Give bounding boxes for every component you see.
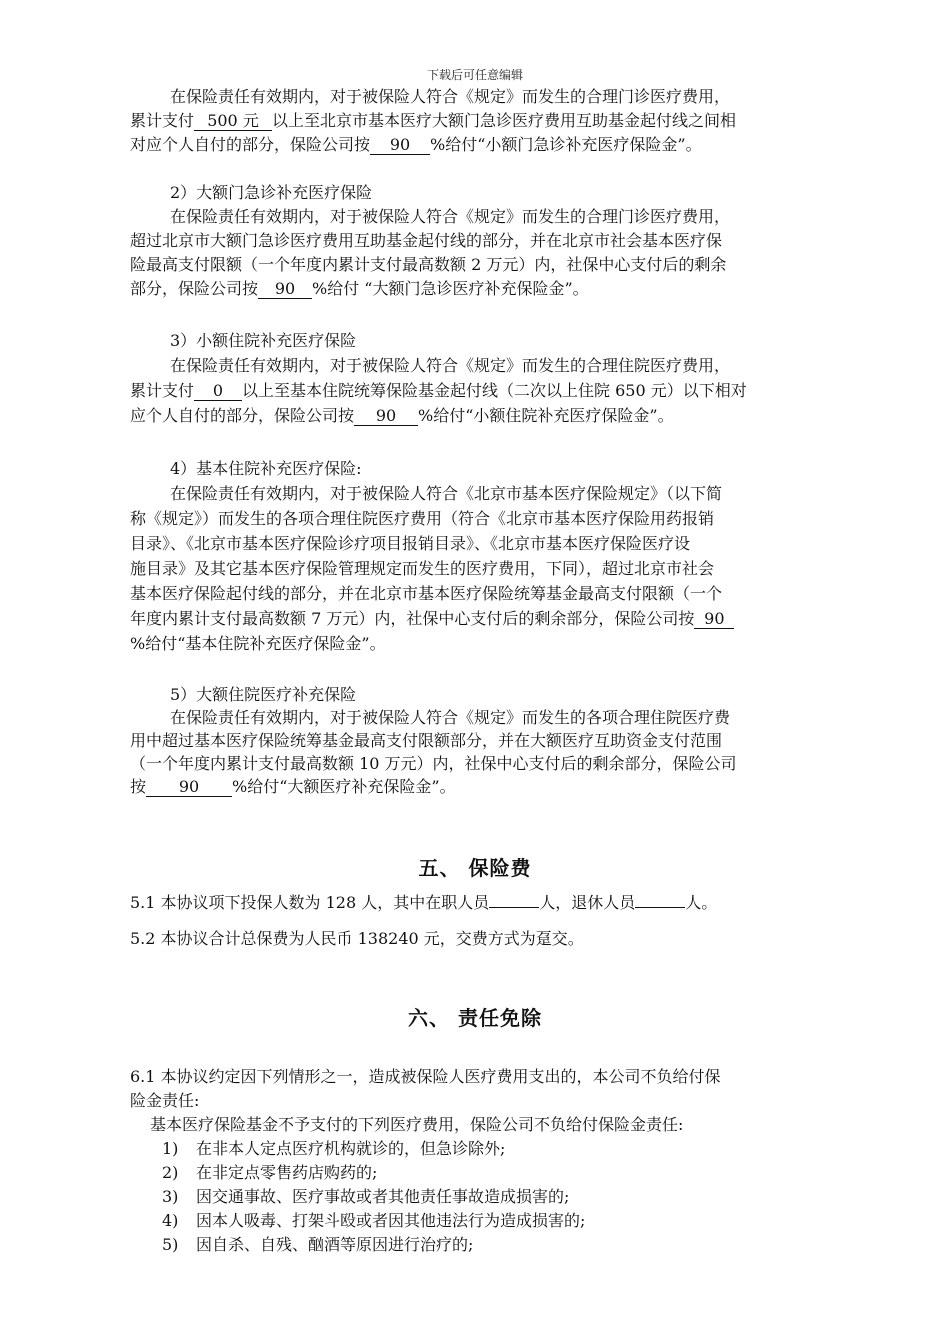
sec4-line-7: %给付“基本住院补充医疗保险金”。 (130, 634, 386, 653)
text: 人。 (685, 893, 718, 912)
sec4-line-5: 基本医疗保险起付线的部分，并在北京市基本医疗保险统筹基金最高支付限额（一个 (130, 584, 723, 603)
sec5-title: 5）大额住院医疗补充保险 (170, 685, 357, 704)
percent-blank: 90 (694, 610, 734, 629)
text: 部分，保险公司按 (130, 279, 259, 298)
sec5-line-1: 在保险责任有效期内，对于被保险人符合《规定》而发生的各项合理住院医疗费 (170, 708, 731, 727)
list-item-text: 在非本人定点医疗机构就诊的，但急诊除外; (196, 1139, 506, 1158)
exclusion-section-title: 六、 责任免除 (408, 1006, 542, 1030)
sec5-line-2: 用中超过基本医疗保险统筹基金最高支付限额部分，并在大额医疗互助资金支付范围 (130, 731, 723, 750)
list-item-number: 2) (162, 1163, 179, 1182)
text: %给付 “大额门急诊医疗补充保险金”。 (312, 279, 589, 298)
sec3-line-1: 在保险责任有效期内，对于被保险人符合《规定》而发生的合理住院医疗费用， (170, 356, 731, 375)
sec4-line-2: 称《规定》）而发生的各项合理住院医疗费用（符合《北京市基本医疗保险用药报销 (130, 509, 715, 528)
premium-line-1 (130, 892, 717, 914)
list-item-number: 5) (162, 1235, 179, 1254)
list-item-number: 3) (162, 1187, 179, 1206)
sec2-title: 2）大额门急诊补充医疗保险 (170, 183, 373, 202)
sec4-line-1: 在保险责任有效期内，对于被保险人符合《北京市基本医疗保险规定》（以下简 (170, 484, 723, 503)
premium-section-title: 五、 保险费 (418, 856, 532, 880)
sec2-line-3: 险最高支付限额（一个年度内累计支付最高数额 2 万元）内，社保中心支付后的剩余 (130, 255, 727, 274)
list-item-text: 在非定点零售药店购药的; (196, 1163, 378, 1182)
sec2-line-2: 超过北京市大额门急诊医疗费用互助基金起付线的部分，并在北京市社会基本医疗保 (130, 231, 723, 250)
exclusion-intro: 基本医疗保险基金不予支付的下列医疗费用，保险公司不负给付保险金责任: (150, 1115, 684, 1134)
list-item-text: 因自杀、自残、酗酒等原因进行治疗的; (196, 1235, 474, 1254)
text: 以上至北京市基本医疗大额门急诊医疗费用互助基金起付线之间相 (272, 111, 737, 130)
text: %给付“小额住院补充医疗保险金”。 (418, 406, 674, 425)
percent-blank: 90 (370, 136, 430, 155)
percent-blank: 90 (354, 407, 418, 426)
list-item-text: 因本人吸毒、打架斗殴或者因其他违法行为造成损害的; (196, 1211, 586, 1230)
exclusion-line-1: 6.1 本协议约定因下列情形之一，造成被保险人医疗费用支出的，本公司不负给付保 (130, 1067, 721, 1086)
sec1-line-1: 在保险责任有效期内，对于被保险人符合《规定》而发生的合理门诊医疗费用， (170, 87, 731, 106)
premium-line-2: 5.2 本协议合计总保费为人民币 138240 元，交费方式为趸交。 (130, 929, 584, 948)
text: 按 (130, 777, 147, 796)
percent-blank: 90 (146, 778, 232, 797)
list-item (162, 1210, 585, 1232)
sec3-title: 3）小额住院补充医疗保险 (170, 331, 357, 350)
sec4-line-3: 目录》、《北京市基本医疗保险诊疗项目报销目录》、《北京市基本医疗保险医疗设 (130, 534, 691, 553)
sec4-line-6 (130, 608, 734, 630)
sec2-line-1: 在保险责任有效期内，对于被保险人符合《规定》而发生的合理门诊医疗费用， (170, 207, 731, 226)
sec2-line-4 (130, 278, 589, 300)
list-item-number: 1) (162, 1139, 179, 1158)
exclusion-line-2: 险金责任: (130, 1091, 200, 1110)
list-item-number: 4) (162, 1211, 179, 1230)
header-note: 下载后可任意编辑 (426, 68, 523, 82)
sec1-line-2 (130, 110, 736, 132)
text: 对应个人自付的部分，保险公司按 (130, 135, 371, 154)
sec5-line-4 (130, 776, 456, 798)
percent-blank: 90 (258, 280, 312, 299)
sec3-line-3 (130, 405, 674, 427)
sec4-title: 4）基本住院补充医疗保险: (170, 459, 362, 478)
text: %给付“大额医疗补充保险金”。 (232, 777, 456, 796)
active-staff-blank (489, 907, 539, 908)
text: 人，退休人员 (539, 893, 636, 912)
text: %给付“小额门急诊补充医疗保险金”。 (430, 135, 702, 154)
list-item (162, 1138, 505, 1160)
sec1-line-3 (130, 134, 702, 156)
amount-blank: 0 (194, 382, 242, 401)
text: 以上至基本住院统筹保险基金起付线（二次以上住院 650 元）以下相对 (242, 381, 747, 400)
list-item (162, 1186, 569, 1208)
list-item (162, 1234, 473, 1256)
sec5-line-3: （一个年度内累计支付最高数额 10 万元）内，社保中心支付后的剩余部分，保险公司 (130, 754, 737, 773)
sec4-line-4: 施目录》及其它基本医疗保险管理规定而发生的医疗费用，下同），超过北京市社会 (130, 559, 715, 578)
text: 累计支付 (130, 381, 195, 400)
list-item (162, 1162, 377, 1184)
text: 5.1 本协议项下投保人数为 128 人，其中在职人员 (130, 893, 490, 912)
text: 应个人自付的部分，保险公司按 (130, 406, 355, 425)
sec3-line-2 (130, 380, 747, 402)
text: 累计支付 (130, 111, 195, 130)
amount-blank: 500 元 (194, 112, 272, 131)
list-item-text: 因交通事故、医疗事故或者其他责任事故造成损害的; (196, 1187, 570, 1206)
text: 年度内累计支付最高数额 7 万元）内，社保中心支付后的剩余部分，保险公司按 (130, 609, 695, 628)
retired-staff-blank (635, 907, 685, 908)
